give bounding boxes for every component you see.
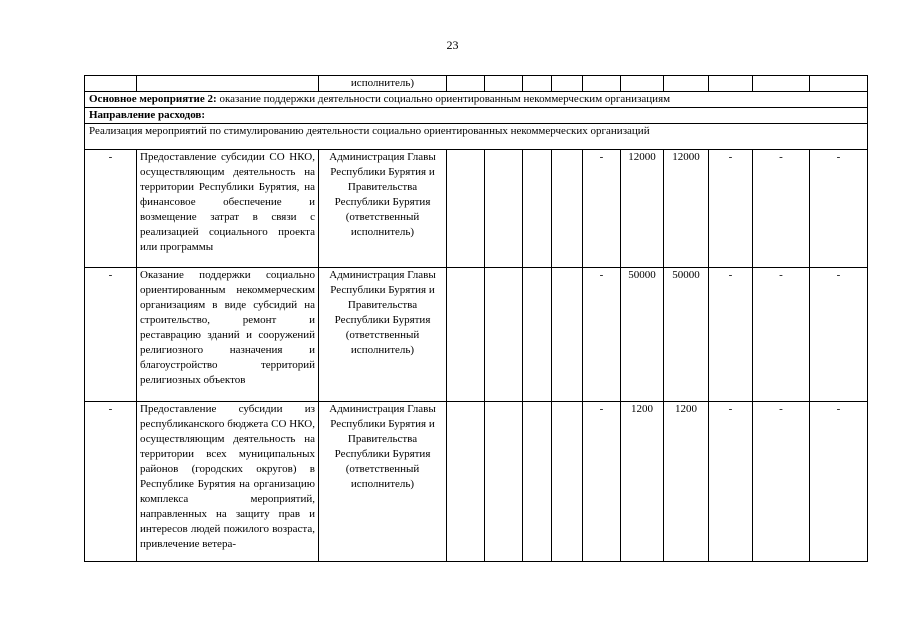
row-name: Предоставление субсидии СО НКО, осуществляющим деятельность на территории Республики Бурятия, на финансовое обеспечение и возмещение затрат в связи с реализацией социального проекта или программы	[137, 150, 319, 268]
direction-label-row	[85, 108, 868, 124]
row-executor: Администрация Главы Республики Бурятия и Правительства Республики Бурятия (ответственный исполнитель)	[319, 268, 447, 402]
table-row	[85, 150, 868, 268]
continued-row	[85, 76, 868, 92]
row-number: -	[85, 268, 137, 402]
main-event-text: оказание поддержки деятельности социально ориентированным некоммерческим организациям	[216, 93, 671, 105]
row-value-2: 50000	[621, 268, 664, 402]
row-value-5: -	[753, 150, 810, 268]
row-value-2: 12000	[621, 150, 664, 268]
row-name: Предоставление субсидии из республиканского бюджета СО НКО, осуществляющим деятельность на территории всех муниципальных районов (городских округов) в Республике Бурятия на организацию комплекса мероприятий, направленных на защиту прав и интересов людей пожилого возраста, привлечение ветера-	[137, 402, 319, 562]
row-value-6: -	[810, 268, 868, 402]
row-name: Оказание поддержки социально ориентированным некоммерческим организациям в виде субсидий на строительство, ремонт и реставрацию зданий и сооружений религиозного назначения и благоустройство территорий религиозных объектов	[137, 268, 319, 402]
table-row	[85, 268, 868, 402]
direction-label: Направление расходов:	[85, 108, 868, 124]
main-event-row	[85, 92, 868, 108]
row-value-2: 1200	[621, 402, 664, 562]
row-value-1: -	[583, 402, 621, 562]
executor-tail: исполнитель)	[319, 76, 447, 92]
direction-text: Реализация мероприятий по стимулированию деятельности социально ориентированных некоммерческих организаций	[85, 124, 868, 150]
row-value-3: 1200	[664, 402, 709, 562]
main-event-cell	[85, 92, 868, 108]
row-value-4: -	[709, 150, 753, 268]
page-number: 23	[446, 38, 459, 52]
row-value-5: -	[753, 402, 810, 562]
table-row	[85, 402, 868, 562]
row-value-5: -	[753, 268, 810, 402]
row-executor: Администрация Главы Республики Бурятия и Правительства Республики Бурятия (ответственный исполнитель)	[319, 150, 447, 268]
row-value-6: -	[810, 402, 868, 562]
row-value-1: -	[583, 150, 621, 268]
main-event-label: Основное мероприятие 2:	[89, 93, 217, 105]
row-value-4: -	[709, 402, 753, 562]
row-value-3: 12000	[664, 150, 709, 268]
row-executor: Администрация Главы Республики Бурятия и Правительства Республики Бурятия (ответственный исполнитель)	[319, 402, 447, 562]
program-table	[84, 75, 868, 562]
row-value-4: -	[709, 268, 753, 402]
row-value-1: -	[583, 268, 621, 402]
row-value-6: -	[810, 150, 868, 268]
row-value-3: 50000	[664, 268, 709, 402]
row-number: -	[85, 402, 137, 562]
row-number: -	[85, 150, 137, 268]
direction-text-row	[85, 124, 868, 150]
